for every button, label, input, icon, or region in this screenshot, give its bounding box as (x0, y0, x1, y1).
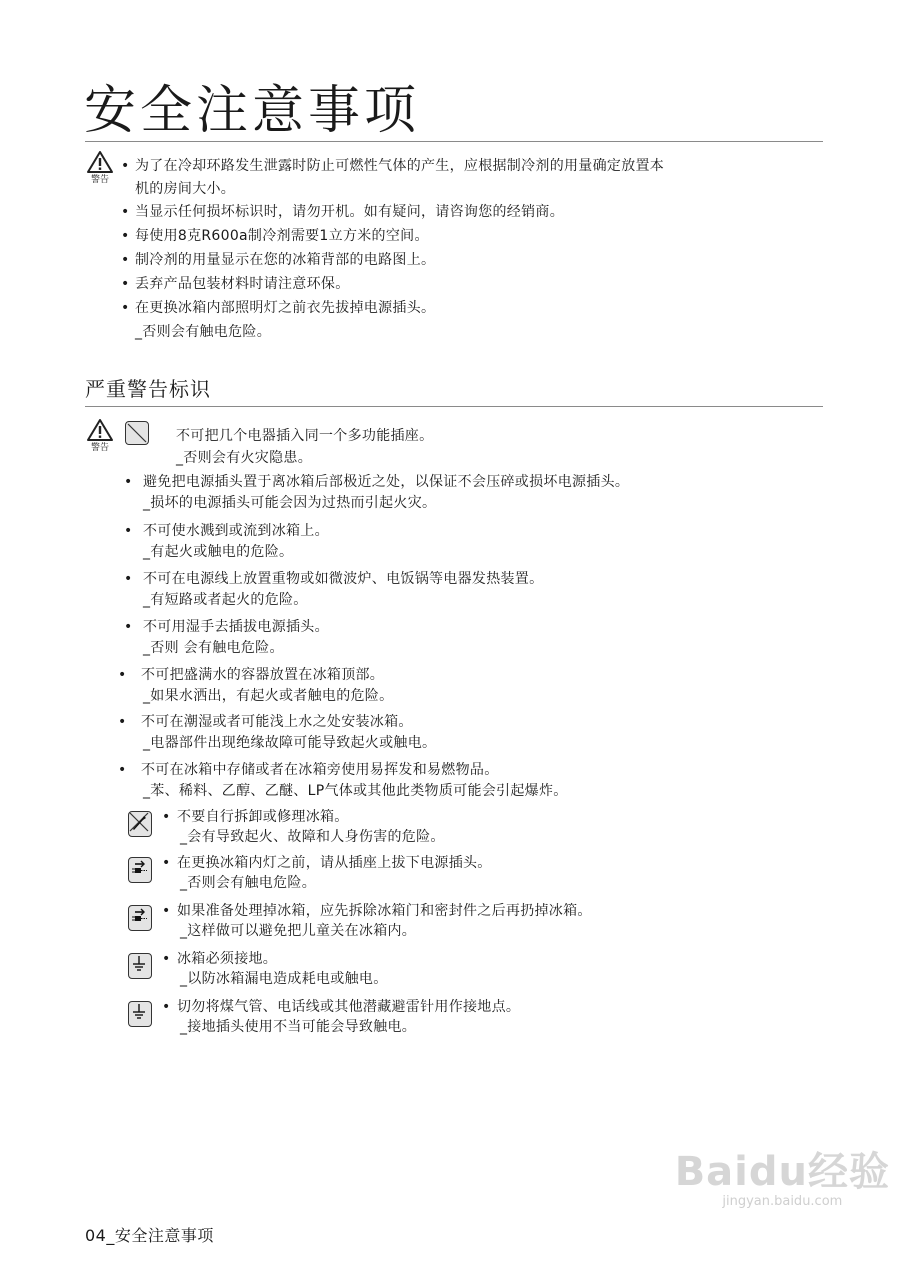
bullet-icon: • (162, 951, 171, 967)
bullet-icon: • (121, 276, 130, 292)
section-divider (85, 406, 823, 407)
list-item-text: 当显示任何损坏标识时，请勿开机。如有疑问，请咨询您的经销商。 (135, 204, 564, 220)
warning-text: 不可在冰箱中存储或者在冰箱旁使用易挥发和易燃物品。 (141, 762, 499, 778)
warning-note: _否则会有触电危险。 (180, 875, 316, 891)
bullet-icon: • (162, 809, 171, 825)
watermark-url: jingyan.baidu.com (722, 1194, 843, 1209)
list-item-text: 为了在冷却环路发生泄露时防止可燃性气体的产生，应根据制冷剂的用量确定放置本 (135, 158, 665, 174)
bullet-icon: • (118, 714, 127, 730)
bullet-icon: • (162, 903, 171, 919)
warning-note: _否则会有火灾隐患。 (176, 450, 312, 466)
watermark (675, 1150, 890, 1210)
warning-note: _有短路或者起火的危险。 (143, 592, 308, 608)
watermark-brand: Baidu经验 (674, 1149, 890, 1195)
warning-note: _损坏的电源插头可能会因为过热而引起火灾。 (143, 495, 437, 511)
page-footer: 04_安全注意事项 (85, 1226, 214, 1245)
warning-text: 不可把几个电器插入同一个多功能插座。 (176, 428, 434, 444)
unplug-icon (128, 857, 152, 883)
page-title: 安全注意事项 (84, 81, 421, 141)
warning-text: 如果准备处理掉冰箱，应先拆除冰箱门和密封件之后再扔掉冰箱。 (177, 903, 592, 919)
bullet-icon: • (124, 474, 133, 490)
warning-note: _以防冰箱漏电造成耗电或触电。 (180, 971, 388, 987)
warning-text: 不可使水溅到或流到冰箱上。 (143, 523, 329, 539)
warning-text: 不可用湿手去插拔电源插头。 (143, 619, 329, 635)
warning-text: 在更换冰箱内灯之前，请从插座上拔下电源插头。 (177, 855, 492, 871)
warning-text: 不要自行拆卸或修理冰箱。 (177, 809, 349, 825)
warning-label: 警告 (90, 443, 109, 453)
bullet-icon: • (121, 158, 130, 174)
bullet-icon: • (121, 300, 130, 316)
bullet-icon: • (121, 204, 130, 220)
warning-text: 不可在潮湿或者可能浅上水之处安装冰箱。 (141, 714, 413, 730)
bullet-icon: • (162, 855, 171, 871)
warning-note: _苯、稀料、乙醇、乙醚、LP气体或其他此类物质可能会引起爆炸。 (143, 783, 568, 799)
list-item-text: 丢弃产品包装材料时请注意环保。 (135, 276, 350, 292)
list-item-text: 机的房间大小。 (135, 181, 236, 197)
warning-icon (84, 150, 116, 186)
warning-text: 冰箱必须接地。 (177, 951, 278, 967)
list-item-text: 制冷剂的用量显示在您的冰箱背部的电路图上。 (135, 252, 436, 268)
warning-text: 避免把电源插头置于离冰箱后部极近之处，以保证不会压碎或损坏电源插头。 (143, 474, 630, 490)
section-title: 严重警告标识 (85, 377, 211, 401)
bullet-icon: • (118, 762, 127, 778)
warning-note: _如果水洒出，有起火或者触电的危险。 (143, 688, 394, 704)
warning-text: 切勿将煤气管、电话线或其他潜藏避雷针用作接地点。 (177, 999, 521, 1015)
bullet-icon: • (118, 667, 127, 683)
warning-label: 警告 (90, 175, 109, 185)
warning-text: 不可在电源线上放置重物或如微波炉、电饭锅等电器发热装置。 (143, 571, 544, 587)
unplug-icon (128, 905, 152, 931)
bullet-icon: • (124, 523, 133, 539)
list-item-text: 在更换冰箱内部照明灯之前衣先拔掉电源插头。 (135, 300, 436, 316)
warning-note: _接地插头使用不当可能会导致触电。 (180, 1019, 417, 1035)
warning-note: _有起火或触电的危险。 (143, 544, 294, 560)
bullet-icon: • (121, 228, 130, 244)
warning-note: _电器部件出现绝缘故障可能导致起火或触电。 (143, 735, 437, 751)
warning-note: _会有导致起火、故障和人身伤害的危险。 (180, 829, 445, 845)
bullet-icon: • (124, 619, 133, 635)
title-divider (85, 141, 823, 142)
warning-note: _这样做可以避免把儿童关在冰箱内。 (180, 923, 417, 939)
ground-icon (128, 953, 152, 979)
list-item-text: _否则会有触电危险。 (135, 324, 271, 340)
ground-icon (128, 1001, 152, 1027)
bullet-icon: • (121, 252, 130, 268)
no-disassemble-icon (128, 811, 152, 837)
warning-icon (84, 418, 116, 454)
bullet-icon: • (124, 571, 133, 587)
warning-text: 不可把盛满水的容器放置在冰箱顶部。 (141, 667, 385, 683)
no-multi-plug-icon (125, 421, 149, 445)
list-item-text: 每使用8克R600a制冷剂需要1立方米的空间。 (135, 228, 429, 244)
bullet-icon: • (162, 999, 171, 1015)
warning-note: _否则 会有触电危险。 (143, 640, 284, 656)
